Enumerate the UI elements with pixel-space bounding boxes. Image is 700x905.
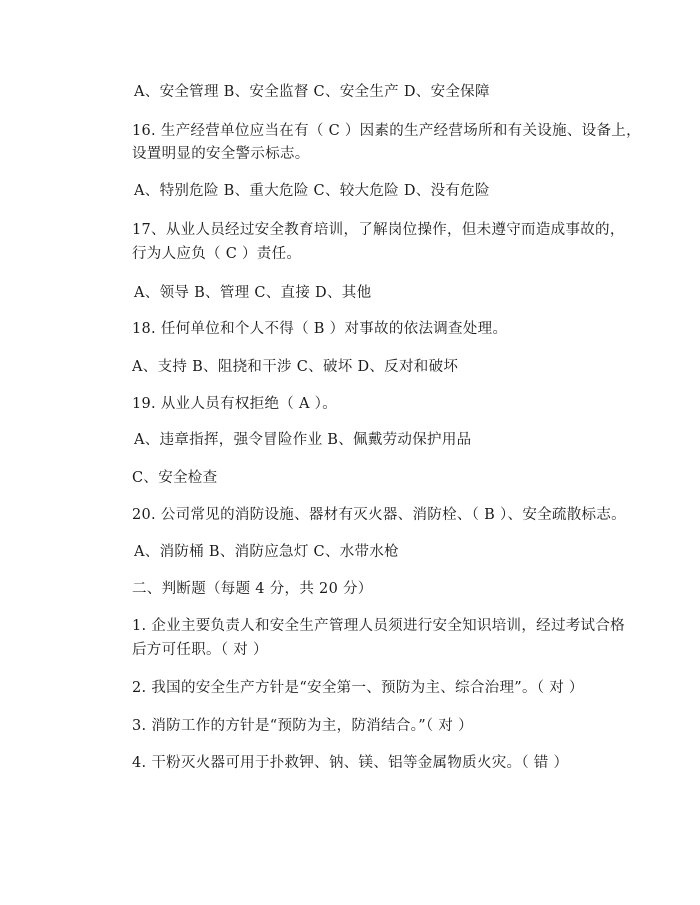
q16-question-line2: 设置明显的安全警示标志。 [132, 146, 310, 162]
q18-options: A、支持 B、阻挠和干涉 C、破坏 D、反对和破坏 [132, 359, 459, 375]
q19-question: 19. 从业人员有权拒绝（ A ）。 [132, 396, 338, 412]
q20-options: A、消防桶 B、消防应急灯 C、水带水枪 [134, 544, 399, 560]
q19-options-line1: A、违章指挥，强令冒险作业 B、佩戴劳动保护用品 [134, 432, 472, 448]
q17-options: A、领导 B、管理 C、直接 D、其他 [134, 285, 372, 301]
tf4: 4. 干粉灭火器可用于扑救钾、钠、镁、铝等金属物质火灾。（ 错 ） [132, 755, 569, 771]
q18-question: 18. 任何单位和个人不得（ B ）对事故的依法调查处理。 [132, 321, 508, 337]
q17-question-line1: 17、从业人员经过安全教育培训，了解岗位操作，但未遵守而造成事故的， [132, 222, 625, 238]
tf2: 2. 我国的安全生产方针是“安全第一、预防为主、综合治理”。（ 对 ） [132, 680, 584, 696]
tf1-line2: 后方可任职。（ 对 ） [132, 642, 268, 658]
q19-options-line2: C、安全检查 [132, 470, 218, 486]
q20-question: 20. 公司常见的消防设施、器材有灭火器、消防栓、（ B ）、安全疏散标志。 [132, 507, 626, 523]
q16-options: A、特别危险 B、重大危险 C、较大危险 D、没有危险 [134, 183, 490, 199]
q17-question-line2: 行为人应负（ C ）责任。 [132, 246, 302, 262]
tf3: 3. 消防工作的方针是“预防为主，防消结合。”（ 对 ） [132, 718, 473, 734]
q15-options: A、安全管理 B、安全监督 C、安全生产 D、安全保障 [134, 84, 490, 100]
section-heading-true-false: 二、判断题（每题 4 分，共 20 分） [132, 581, 373, 597]
q16-question-line1: 16. 生产经营单位应当在有（ C ）因素的生产经营场所和有关设施、设备上， [132, 123, 641, 139]
tf1-line1: 1. 企业主要负责人和安全生产管理人员须进行安全知识培训，经过考试合格 [132, 618, 625, 634]
